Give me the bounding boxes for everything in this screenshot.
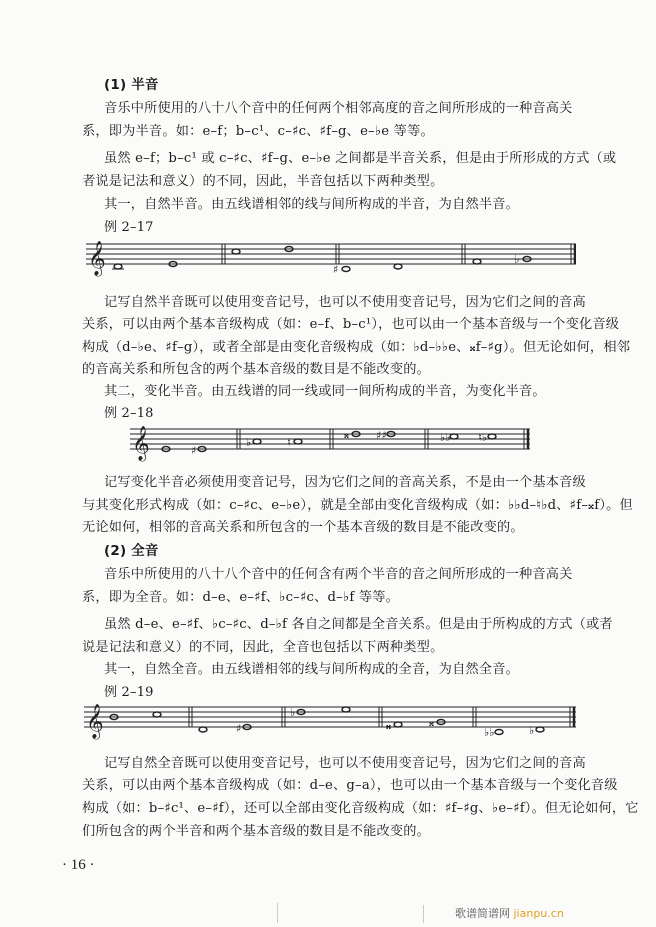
svg-text:𝄞: 𝄞: [132, 426, 150, 461]
paragraph-line: 虽然 e–f；b–c¹ 或 c–♯c、♯f–g、e–♭e 之间都是半音关系，但是由于所形成的方式（或: [104, 151, 617, 166]
svg-text:♭: ♭: [246, 436, 252, 449]
music-staff-example-2-19: [84, 701, 576, 746]
svg-text:♯: ♯: [236, 722, 242, 735]
paragraph-line: 其一，自然全音。由五线谱相邻的线与间所构成的全音，为自然全音。: [104, 662, 520, 677]
svg-text:♭♭: ♭♭: [440, 431, 451, 444]
svg-text:♭: ♭: [290, 706, 296, 719]
svg-text:♭♭: ♭♭: [484, 726, 495, 739]
svg-text:♭: ♭: [514, 252, 520, 266]
paragraph-line: 构成（d–♭e、♯f–g），或者全部是由变化音级构成（如：♭d–♭♭e、𝄪f–♯g）。但无论如何，相邻: [82, 340, 631, 355]
music-staff-example-2-18: [130, 425, 530, 465]
scan-artifact: [423, 905, 424, 923]
svg-text:𝄪: 𝄪: [386, 719, 391, 732]
page-number: · 16 ·: [62, 857, 95, 873]
paragraph-line: 关系，可以由两个基本音级构成（如：e–f、b–c¹），也可以由一个基本音级与一个变化音级: [82, 317, 620, 332]
paragraph-line: 音乐中所使用的八十八个音中的任何含有两个半音的音之间所形成的一种音高关: [104, 567, 573, 582]
svg-text:♯: ♯: [333, 263, 339, 276]
paragraph-line: 构成（如：b–♯c¹、e–♯f），还可以全部由变化音级构成（如：♯f–♯g、♭e–♯f）。但无论如何，它: [82, 801, 639, 816]
section-heading-whole-tone: (2) 全音: [104, 543, 159, 559]
section-heading-semitone: (1) 半音: [104, 77, 159, 93]
watermark-url: jianpu.cn: [513, 907, 564, 920]
svg-text:𝄞: 𝄞: [88, 241, 106, 276]
example-label: 例 2–18: [104, 406, 154, 421]
svg-text:♮♭: ♮♭: [478, 431, 488, 444]
paragraph-line: 记写自然全音既可以使用变音记号，也可以不使用变音记号，因为它们之间的音高: [104, 756, 586, 771]
paragraph-line: 音乐中所使用的八十八个音中的任何两个相邻高度的音之间所形成的一种音高关: [104, 101, 573, 116]
paragraph-line: 说是记法和意义）的不同，因此，全音也包括以下两种类型。: [82, 640, 444, 655]
paragraph-line: 与其变化形式构成（如：c–♯c、e–♭e），就是全部由变化音级构成（如：♭♭d–♮♭d、♯f–𝄪f）。但: [82, 498, 633, 513]
paragraph-line: 记写自然半音既可以使用变音记号，也可以不使用变音记号，因为它们之间的音高: [104, 295, 586, 310]
paragraph-line: 的音高关系和所包含的两个基本音级的数目是不能改变的。: [82, 362, 431, 377]
svg-text:𝄪: 𝄪: [344, 428, 349, 441]
paragraph-line: 其二，变化半音。由五线谱的同一线或同一间所构成的半音，为变化半音。: [104, 384, 546, 399]
svg-text:♭: ♭: [529, 724, 535, 737]
paragraph-line: 记写变化半音必须使用变音记号，因为它们之间的音高关系，不是由一个基本音级: [104, 475, 586, 490]
paragraph-line: 无论如何，相邻的音高关系和所包含的一个基本音级的数目是不能改变的。: [82, 520, 524, 535]
svg-text:♯: ♯: [191, 444, 197, 457]
svg-text:♯♯: ♯♯: [376, 429, 387, 442]
paragraph-line: 系，即为半音。如：e–f；b–c¹、c–♯c、♯f–g、e–♭e 等等。: [82, 124, 434, 139]
music-staff-example-2-17: [86, 238, 576, 278]
example-label: 例 2–19: [104, 685, 154, 700]
paragraph-line: 关系，可以由两个基本音级构成（如：d–e、g–a），也可以由一个基本音级与一个变化音级: [82, 778, 618, 793]
svg-text:𝄞: 𝄞: [86, 704, 104, 739]
scan-artifact: [277, 903, 278, 923]
paragraph-line: 其一，自然半音。由五线谱相邻的线与间所构成的半音，为自然半音。: [104, 197, 520, 212]
paragraph-line: 虽然 d–e、e–♯f、♭c–♯c、d–♭f 各自之间都是全音关系。但是由于所构成的方式（或者: [104, 617, 613, 632]
svg-text:𝄪: 𝄪: [429, 716, 434, 729]
watermark-site-name: 歌谱简谱网: [455, 907, 510, 920]
watermark: [455, 905, 564, 921]
svg-text:♮: ♮: [287, 436, 291, 449]
paragraph-line: 者说是记法和意义）的不同，因此，半音包括以下两种类型。: [82, 174, 444, 189]
example-label: 例 2–17: [104, 220, 154, 235]
paragraph-line: 系，即为全音。如：d–e、e–♯f、♭c–♯c、d–♭f 等等。: [82, 590, 400, 605]
paragraph-line: 们所包含的两个半音和两个基本音级的数目是不能改变的。: [82, 824, 431, 839]
